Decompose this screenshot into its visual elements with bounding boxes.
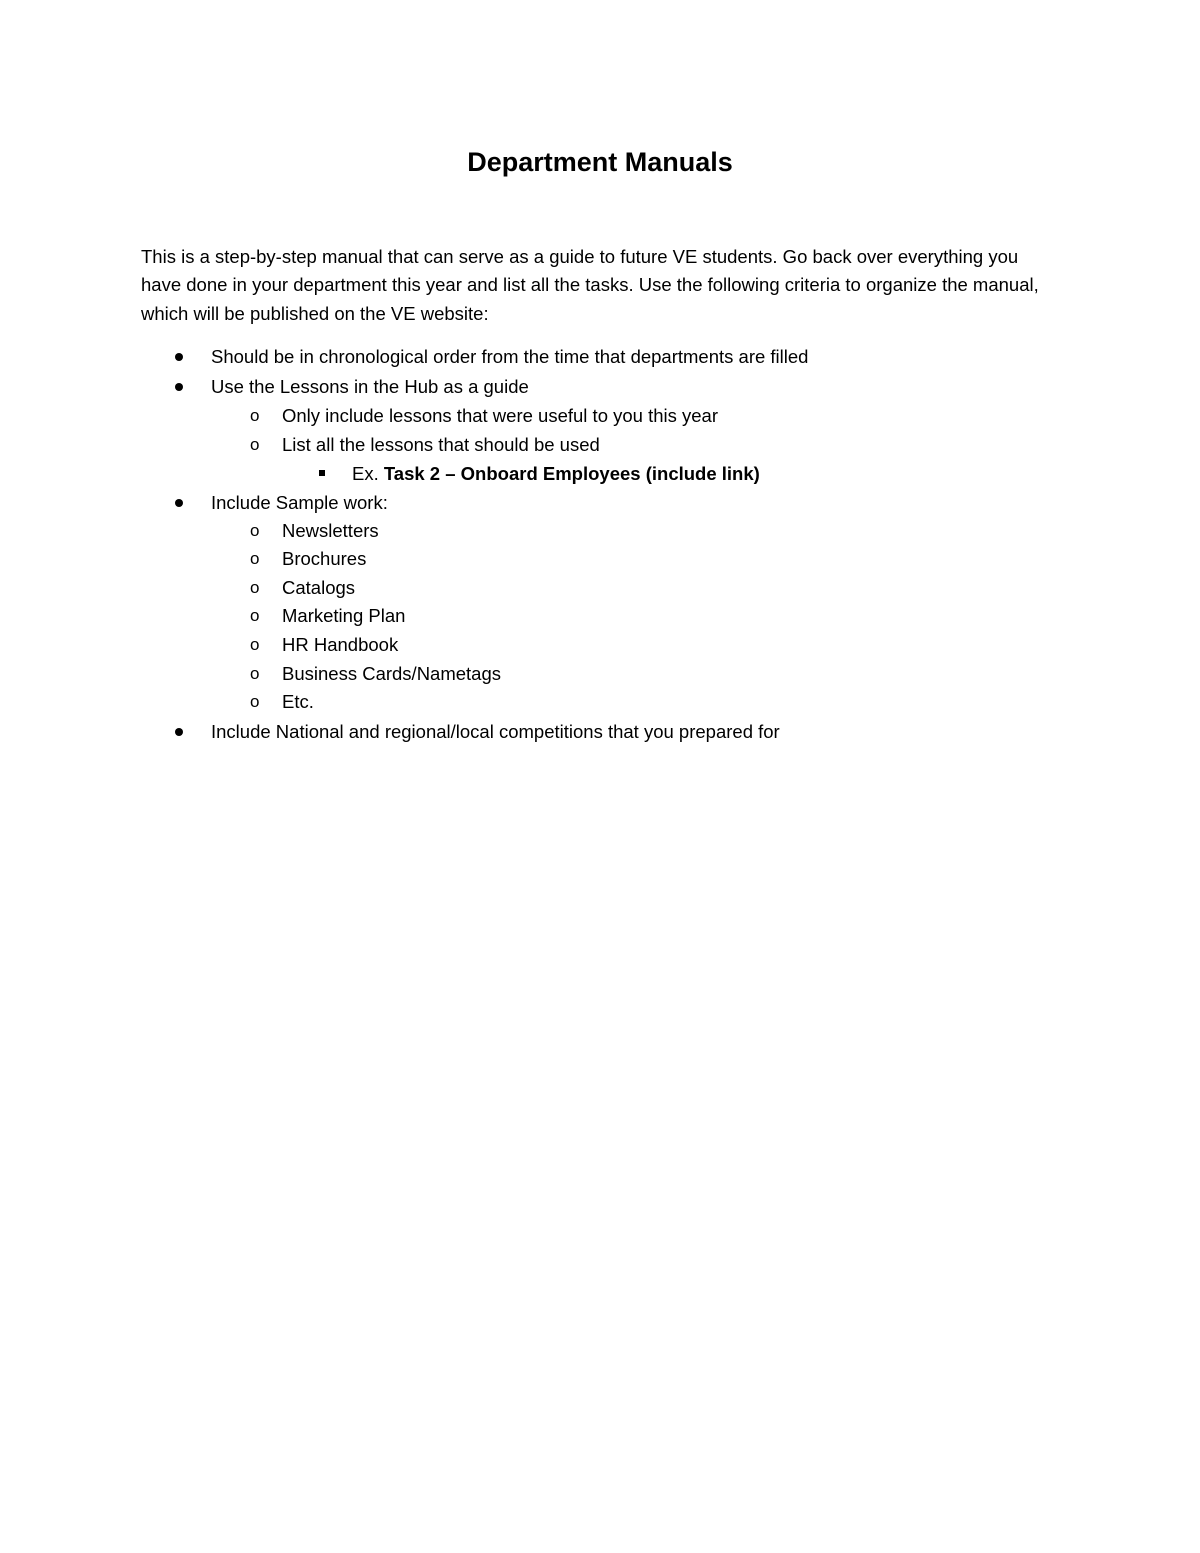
- list-item: HR Handbook: [282, 634, 399, 655]
- list-item: Etc.: [282, 691, 314, 712]
- list-item: Include Sample work:: [211, 492, 388, 513]
- list-item: Include National and regional/local competitions that you prepared for: [211, 721, 780, 742]
- sub-bullet-icon: o: [250, 606, 260, 625]
- bullet-icon: [175, 353, 183, 361]
- list-item: Newsletters: [282, 520, 379, 541]
- sub-bullet-icon: o: [250, 664, 260, 683]
- sub-bullet-icon: o: [250, 635, 260, 654]
- list-item: Business Cards/Nametags: [282, 663, 502, 684]
- sub-bullet-icon: o: [250, 521, 260, 540]
- sub-bullet-icon: o: [250, 549, 260, 568]
- sub-bullet-icon: o: [250, 406, 260, 425]
- list-item: Only include lessons that were useful to you this year: [282, 405, 719, 426]
- bullet-icon: [175, 383, 183, 391]
- list-item: Catalogs: [282, 577, 356, 598]
- example-bold-text: Task 2 – Onboard Employees (include link): [383, 463, 760, 484]
- page-title: Department Manuals: [467, 147, 733, 177]
- bullet-icon: [175, 499, 183, 507]
- example-prefix: Ex.: [352, 463, 384, 484]
- list-item: Use the Lessons in the Hub as a guide: [211, 376, 529, 397]
- list-item: List all the lessons that should be used: [282, 434, 600, 455]
- square-bullet-icon: [319, 470, 325, 476]
- sub-bullet-icon: o: [250, 692, 260, 711]
- list-item: Marketing Plan: [282, 605, 406, 626]
- bullet-icon: [175, 728, 183, 736]
- intro-paragraph: This is a step-by-step manual that can serve as a guide to future VE students. Go back over everything you have done in your department this year and list all the tasks. Use the following criteria to organize the manual, which will be published on the VE website:: [141, 246, 1039, 324]
- list-item: Brochures: [282, 548, 367, 569]
- sub-bullet-icon: o: [250, 435, 260, 454]
- sub-bullet-icon: o: [250, 578, 260, 597]
- example-item: [352, 460, 760, 488]
- list-item: Should be in chronological order from the time that departments are filled: [211, 346, 809, 367]
